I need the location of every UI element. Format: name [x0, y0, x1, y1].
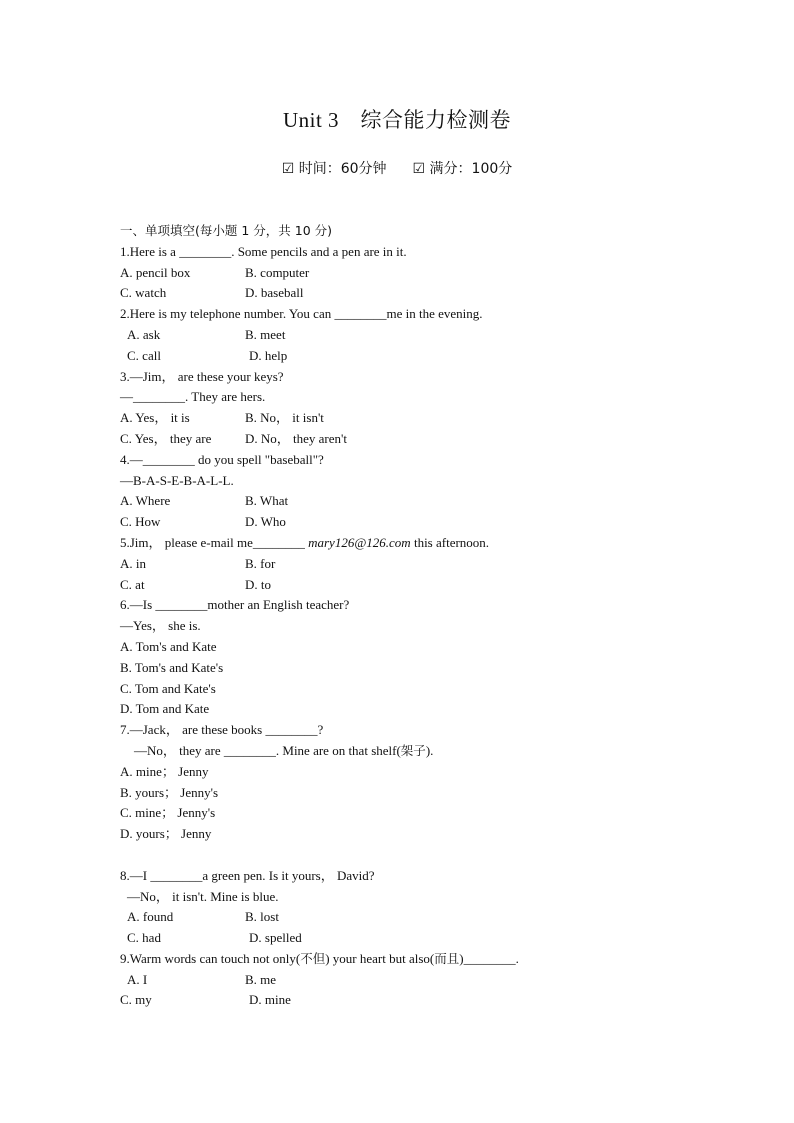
option-b: B. Tom's and Kate's: [120, 659, 224, 675]
time-limit: ☑ 时间：60分钟: [281, 161, 387, 177]
option-a: A. pencil box: [120, 264, 191, 280]
stem-chinese-gloss: 架子: [400, 742, 426, 758]
option-a: A. found: [127, 909, 174, 925]
option-d: D. baseball: [245, 285, 304, 301]
question-7-stem: 7.—Jack， are these books ________?: [120, 722, 324, 738]
question-3-options-ab: [120, 408, 720, 429]
option-c: C. Tom and Kate's: [120, 680, 216, 696]
question-4-options-ab: [120, 491, 720, 512]
question-8-options-ab: [120, 907, 720, 928]
question-9-stem: [120, 949, 720, 970]
question-2-options-ab: [120, 325, 720, 346]
page-title: Unit 3 综合能力检测卷: [282, 108, 512, 132]
option-a: A. I: [127, 971, 148, 987]
option-b: B. me: [245, 971, 277, 987]
option-c: C. my: [120, 992, 152, 1008]
option-a: A. in: [120, 555, 146, 571]
option-b: B. for: [245, 555, 276, 571]
stem-text-middle: ) your heart but also(: [325, 950, 435, 966]
stem-text-end: ).: [425, 742, 434, 758]
question-8-stem-2: —No， it isn't. Mine is blue.: [127, 888, 279, 904]
option-a: A. Where: [120, 493, 171, 509]
option-d: D. mine: [249, 992, 291, 1008]
stem-chinese-gloss-1: 不但: [300, 950, 326, 966]
option-c: C. call: [127, 347, 161, 363]
option-b: B. No， it isn't: [245, 410, 324, 426]
question-8-stem: 8.—I ________a green pen. Is it yours， David?: [120, 867, 375, 883]
stem-text: —No， they are ________. Mine are on that shelf(: [134, 742, 401, 758]
question-1-stem: 1.Here is a ________. Some pencils and a pen are in it.: [120, 243, 407, 259]
option-c: C. had: [127, 930, 161, 946]
option-c: C. Yes， they are: [120, 430, 212, 446]
question-1-options-cd: [120, 283, 720, 304]
full-score: ☑ 满分：100分: [412, 161, 513, 177]
question-3-stem: 3.—Jim， are these your keys?: [120, 368, 284, 384]
option-b: B. What: [245, 493, 289, 509]
question-6-stem: 6.—Is ________mother an English teacher?: [120, 597, 350, 613]
question-4-stem: 4.—________ do you spell "baseball"?: [120, 451, 324, 467]
question-1-options-ab: [120, 263, 720, 284]
option-b: B. computer: [245, 264, 310, 280]
stem-text: 5.Jim， please e-mail me________: [120, 534, 309, 550]
question-2-options-cd: [120, 346, 720, 367]
question-list: [120, 221, 720, 1011]
option-d: D. to: [245, 576, 271, 592]
stem-text-end: )________.: [459, 950, 519, 966]
question-5-stem: [120, 533, 720, 554]
option-c: C. How: [120, 514, 161, 530]
option-d: D. Who: [245, 514, 286, 530]
exam-meta: [0, 158, 794, 178]
question-9-options-ab: [120, 970, 720, 991]
option-b: B. yours； Jenny's: [120, 784, 219, 800]
question-5-options-ab: [120, 554, 720, 575]
option-b: B. lost: [245, 909, 279, 925]
question-6-stem-2: —Yes， she is.: [120, 618, 201, 634]
section-heading: 一、单项填空(每小题 1 分，共 10 分): [120, 223, 333, 238]
question-8-options-cd: [120, 928, 720, 949]
question-4-stem-2: —B-A-S-E-B-A-L-L.: [120, 472, 234, 488]
option-c: C. at: [120, 576, 145, 592]
option-a: A. Tom's and Kate: [120, 638, 217, 654]
option-b: B. meet: [245, 326, 286, 342]
question-9-options-cd: [120, 990, 720, 1011]
option-d: D. No， they aren't: [245, 430, 347, 446]
option-d: D. help: [249, 347, 288, 363]
option-a: A. ask: [127, 326, 161, 342]
question-5-options-cd: [120, 575, 720, 596]
option-d: D. spelled: [249, 930, 302, 946]
stem-chinese-gloss-2: 而且: [434, 950, 460, 966]
option-a: A. mine； Jenny: [120, 763, 209, 779]
question-7-stem-2: [120, 741, 720, 762]
option-a: A. Yes， it is: [120, 410, 190, 426]
email-address: mary126@126.com: [308, 534, 411, 550]
option-c: C. mine； Jenny's: [120, 805, 216, 821]
question-3-options-cd: [120, 429, 720, 450]
question-4-options-cd: [120, 512, 720, 533]
option-c: C. watch: [120, 285, 167, 301]
question-2-stem: 2.Here is my telephone number. You can ________me in the evening.: [120, 306, 483, 322]
blank-line: [120, 845, 720, 866]
stem-text-end: this afternoon.: [410, 534, 490, 550]
option-d: D. Tom and Kate: [120, 701, 210, 717]
stem-text: 9.Warm words can touch not only(: [120, 950, 301, 966]
question-3-stem-2: —________. They are hers.: [120, 389, 266, 405]
option-d: D. yours； Jenny: [120, 826, 212, 842]
